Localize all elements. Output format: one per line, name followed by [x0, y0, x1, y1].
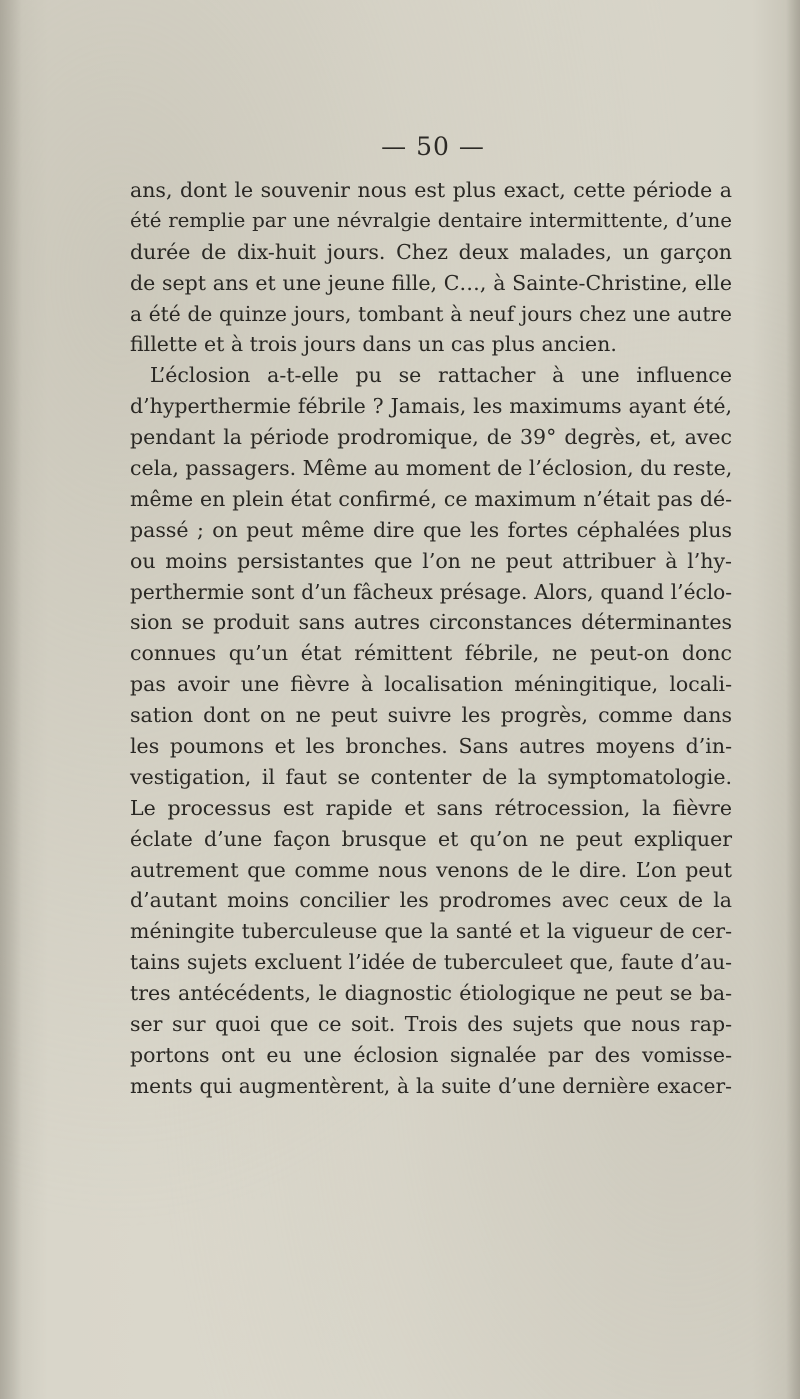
- text-line-26: tains sujets excluent l’idée de tuberculeet que, faute d’au-: [130, 950, 732, 975]
- text-line-27: tres antécédents, le diagnostic étiologique ne peut se ba-: [130, 981, 732, 1006]
- text-line-20: vestigation, il faut se contenter de la symptomatologie.: [130, 764, 732, 789]
- text-line-28: ser sur quoi que ce soit. Trois des sujets que nous rap-: [130, 1012, 732, 1037]
- text-line-3: durée de dix-huit jours. Chez deux malades, un garçon: [130, 239, 732, 264]
- text-line-18: sation dont on ne peut suivre les progrès, comme dans: [130, 703, 732, 728]
- text-line-11: même en plein état confirmé, ce maximum n’était pas dé-: [130, 486, 732, 511]
- text-line-30: ments qui augmentèrent, à la suite d’une dernière exacer-: [130, 1073, 732, 1098]
- text-line-4: de sept ans et une jeune fille, C…, à Sainte-Christine, elle: [130, 270, 732, 295]
- text-line-5: a été de quinze jours, tombant à neuf jours chez une autre: [130, 301, 732, 326]
- text-line-12: passé ; on peut même dire que les fortes céphalées plus: [130, 517, 732, 542]
- page-left-edge-shadow: [0, 0, 22, 1399]
- text-line-13: ou moins persistantes que l’on ne peut attribuer à l’hy-: [130, 548, 732, 573]
- text-line-24: d’autant moins concilier les prodromes avec ceux de la: [130, 888, 732, 913]
- text-line-22: éclate d’une façon brusque et qu’on ne peut expliquer: [130, 826, 732, 851]
- text-line-17: pas avoir une fièvre à localisation méningitique, locali-: [130, 672, 732, 697]
- text-line-2: été remplie par une névralgie dentaire intermittente, d’une: [130, 208, 732, 232]
- text-line-25: méningite tuberculeuse que la santé et la vigueur de cer-: [130, 919, 732, 944]
- text-line-6: fillette et à trois jours dans un cas plus ancien.: [130, 332, 617, 357]
- text-line-14: perthermie sont d’un fâcheux présage. Alors, quand l’éclo-: [130, 579, 732, 604]
- page-number: — 50 —: [381, 132, 485, 161]
- text-line-1: ans, dont le souvenir nous est plus exact, cette période a: [130, 178, 732, 202]
- text-line-16: connues qu’un état rémittent fébrile, ne peut-on donc: [130, 641, 732, 666]
- text-line-15: sion se produit sans autres circonstances déterminantes: [130, 610, 732, 635]
- text-line-8: d’hyperthermie fébrile ? Jamais, les maximums ayant été,: [130, 394, 732, 419]
- text-line-19: les poumons et les bronches. Sans autres moyens d’in-: [130, 734, 732, 759]
- text-line-7: L’éclosion a-t-elle pu se rattacher à une influence: [150, 363, 732, 388]
- text-line-9: pendant la période prodromique, de 39° degrès, et, avec: [130, 425, 732, 450]
- text-line-10: cela, passagers. Même au moment de l’éclosion, du reste,: [130, 456, 733, 481]
- page-right-edge-shadow: [786, 0, 800, 1399]
- body-text: [130, 175, 732, 1102]
- text-line-23: autrement que comme nous venons de le dire. L’on peut: [130, 857, 732, 882]
- text-line-29: portons ont eu une éclosion signalée par des vomisse-: [130, 1042, 732, 1067]
- text-line-21: Le processus est rapide et sans rétrocession, la fièvre: [130, 795, 732, 820]
